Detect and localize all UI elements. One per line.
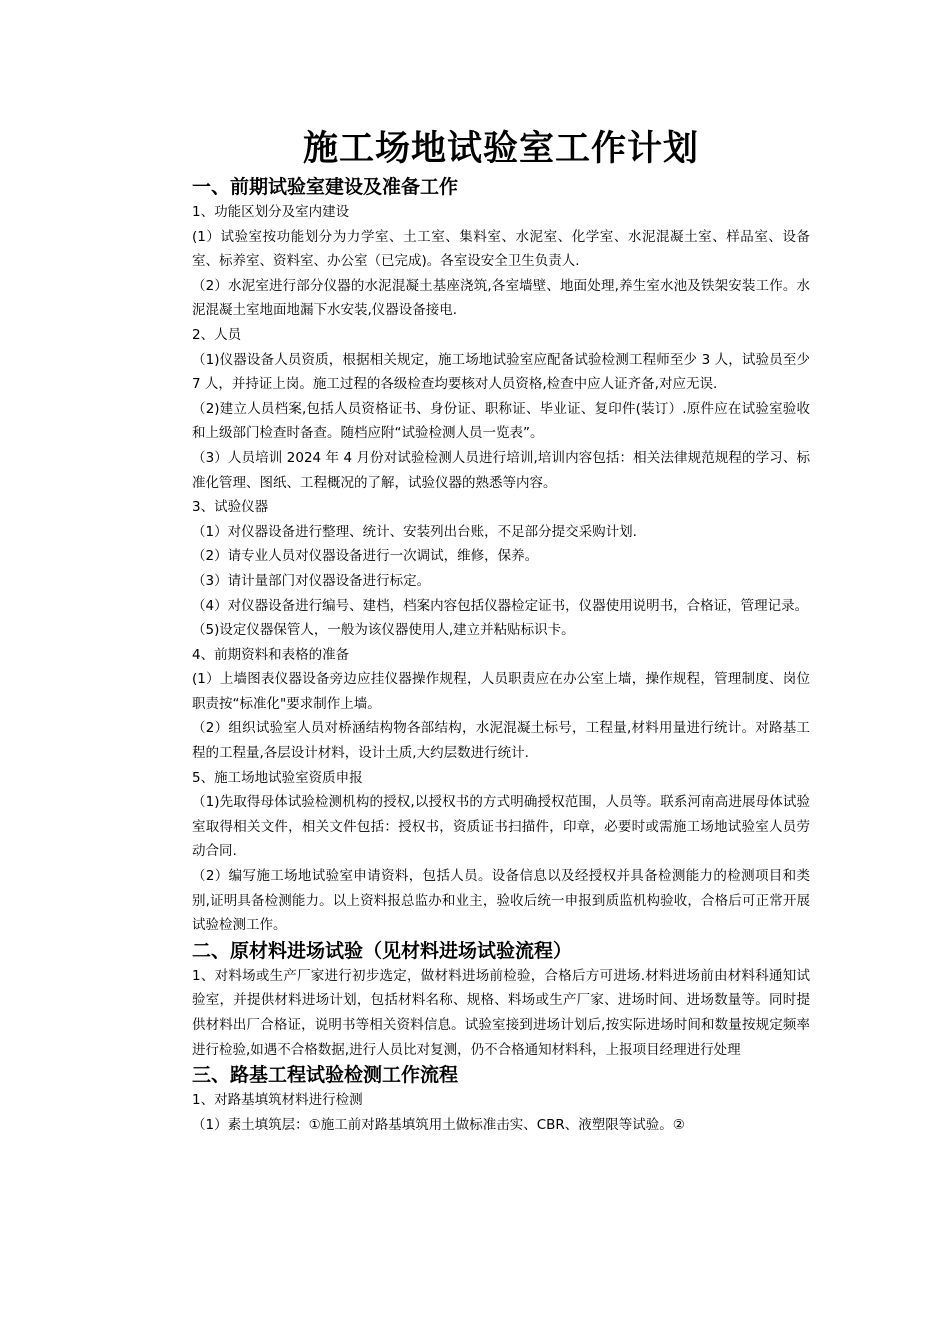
subsection-title-3-1: 1、对路基填筑材料进行检测: [192, 1092, 363, 1109]
paragraph: （2）水泥室进行部分仪器的水泥混凝土基座浇筑,各室墙壁、地面处理,养生室水池及铁架安装工作。水泥混凝土室地面地漏下水安装,仪器设备接电.: [192, 277, 810, 319]
paragraph: (1）上墙图表仪器设备旁边应挂仪器操作规程，人员职责应在办公室上墙，操作规程，管理制度、岗位职责按“标准化"要求制作上墙。: [192, 671, 810, 712]
paragraph: （3）人员培训 2024 年 4 月份对试验检测人员进行培训,培训内容包括：相关法律规范规程的学习、标准化管理、图纸、工程概况的了解，试验仪器的熟悉等内容。: [192, 449, 810, 491]
subsection-title-1-2: 2、人员: [192, 326, 242, 343]
paragraph: (1）试验室按功能划分为力学室、土工室、集料室、水泥室、化学室、水泥混凝土室、样品室、设备室、标养室、资料室、办公室（已完成)。各室设安全卫生负责人.: [192, 228, 810, 270]
paragraph: （1)仪器设备人员资质，根据相关规定，施工场地试验室应配备试验检测工程师至少 3 人，试验员至少 7 人，并持证上岗。施工过程的各级检查均要核对人员资格,检查中应人证齐备,对应无误.: [192, 351, 810, 393]
paragraph: （2）组织试验室人员对桥涵结构物各部结构，水泥混凝土标号，工程量,材料用量进行统计。对路基工程的工程量,各层设计材料，设计土质,大约层数进行统计.: [192, 720, 810, 762]
paragraph: （2）请专业人员对仪器设备进行一次调试，维修，保养。: [192, 548, 539, 565]
paragraph: （1）素土填筑层：①施工前对路基填筑用土做标准击实、CBR、液塑限等试验。②: [192, 1116, 685, 1133]
paragraph: （4）对仪器设备进行编号、建档，档案内容包括仪器检定证书，仪器使用说明书，合格证，管理记录。: [192, 597, 809, 614]
subsection-title-1-4: 4、前期资料和表格的准备: [192, 646, 350, 663]
paragraph: （2）编写施工场地试验室申请资料，包括人员。设备信息以及经授权并具备检测能力的检测项目和类别,证明具备检测能力。以上资料报总监办和业主，验收后统一申报到质监机构验收，合格后可正常开展试验检测工作。: [192, 868, 810, 934]
paragraph: （5)设定仪器保管人，一般为该仪器使用人,建立并粘贴标识卡。: [192, 622, 575, 639]
paragraph: （1)先取得母体试验检测机构的授权,以授权书的方式明确授权范围，人员等。联系河南高进展母体试验室取得相关文件，相关文件包括：授权书，资质证书扫描件，印章，必要时或需施工场地试验室人员劳动合同.: [192, 794, 810, 860]
document-body: [192, 128, 810, 1137]
paragraph: （3）请计量部门对仪器设备进行标定。: [192, 572, 431, 589]
subsection-title-1-5: 5、施工场地试验室资质申报: [192, 769, 363, 786]
subsection-title-1-3: 3、试验仪器: [192, 499, 269, 516]
section-heading-1: 一、前期试验室建设及准备工作: [192, 176, 459, 198]
paragraph: 1、对料场或生产厂家进行初步选定，做材料进场前检验，合格后方可进场.材料进场前由材料科通知试验室，并提供材料进场计划，包括材料名称、规格、料场或生产厂家、进场时间、进场数量等。同时提供材料出厂合格证，说明书等相关资料信息。试验室接到进场计划后,按实际进场时间和数量按规定频率进行检验,如遇不合格数据,进行人员比对复测，仍不合格通知材料科，上报项目经理进行处理: [192, 967, 810, 1058]
subsection-title-1-1: 1、功能区划分及室内建设: [192, 204, 350, 220]
section-heading-3: 三、路基工程试验检测工作流程: [192, 1064, 459, 1087]
section-heading-2: 二、原材料进场试验（见材料进场试验流程）: [192, 939, 573, 962]
paragraph: （1）对仪器设备进行整理、统计、安装列出台账，不足部分提交采购计划.: [192, 523, 637, 540]
paragraph: （2)建立人员档案,包括人员资格证书、身份证、职称证、毕业证、复印件(装订）.原件应在试验室验收和上级部门检查时备查。随档应附“试验检测人员一览表”。: [192, 400, 810, 442]
document-title: 施工场地试验室工作计划: [302, 128, 699, 169]
